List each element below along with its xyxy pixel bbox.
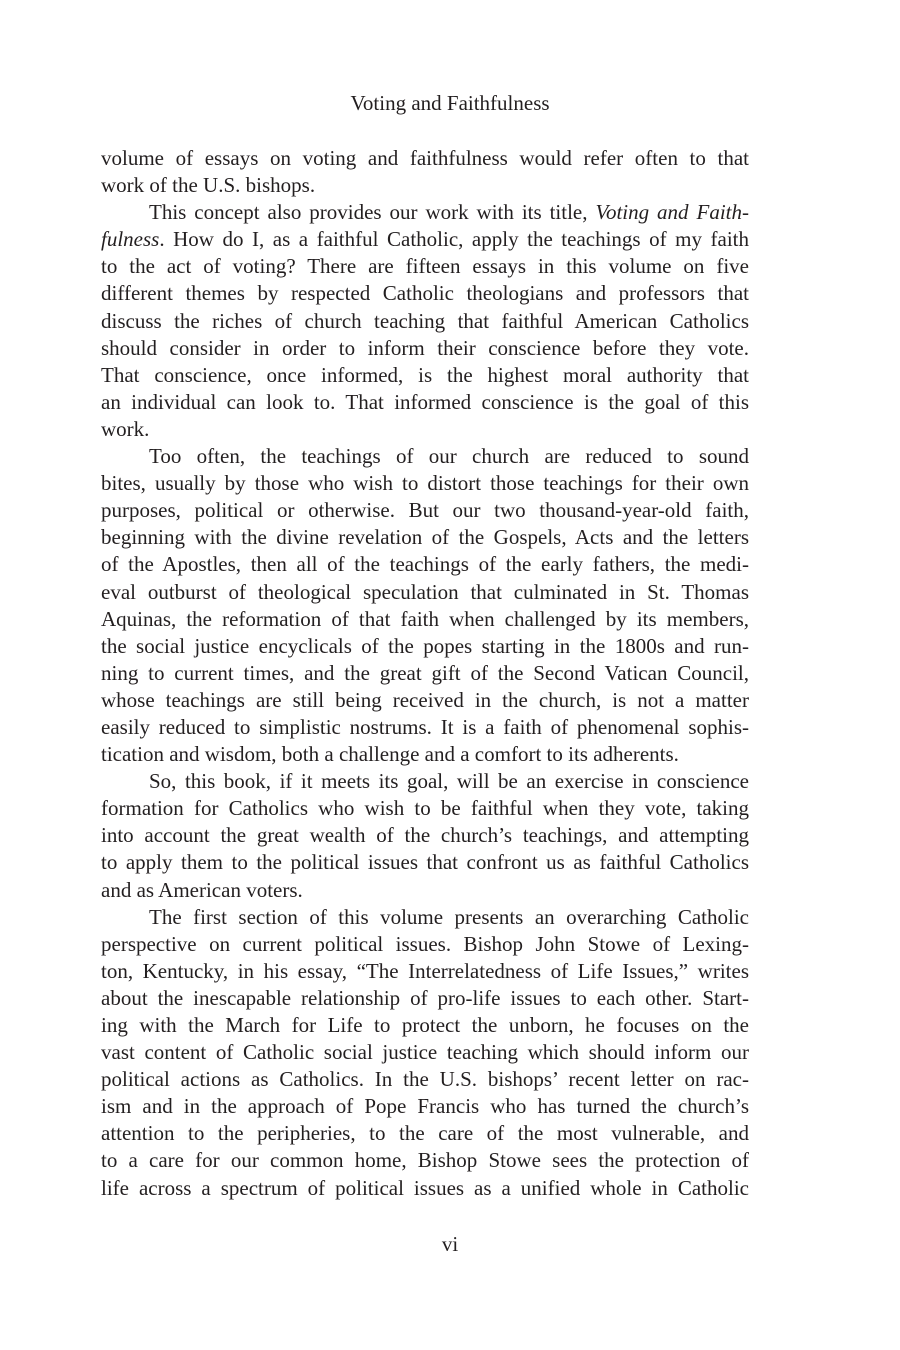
text-line: to the act of voting? There are fifteen essays in this volume on five (101, 254, 749, 279)
text-line: perspective on current political issues. Bishop John Stowe of Lexing- (101, 931, 749, 956)
text-line: discuss the riches of church teaching that faithful American Catholics (101, 308, 749, 333)
text-line: work of the U.S. bishops. (101, 173, 316, 198)
text-line: an individual can look to. That informed conscience is the goal of this (101, 389, 749, 414)
text-line: tication and wisdom, both a challenge and a comfort to its adherents. (101, 742, 679, 767)
page-number: vi (441, 1232, 459, 1256)
text-line: That conscience, once informed, is the highest moral authority that (101, 362, 749, 387)
text-line: to a care for our common home, Bishop Stowe sees the protection of (101, 1148, 749, 1173)
text-line: easily reduced to simplistic nostrums. It is a faith of phenomenal sophis- (101, 714, 749, 739)
text-line: Aquinas, the reformation of that faith when challenged by its members, (101, 606, 749, 631)
text-line: work. (101, 416, 150, 441)
text-line: So, this book, if it meets its goal, will be an exercise in conscience (149, 769, 749, 794)
text-line: should consider in order to inform their conscience before they vote. (101, 335, 749, 360)
text-line: bites, usually by those who wish to distort those teachings for their own (101, 471, 749, 496)
text-line: whose teachings are still being received in the church, is not a matter (101, 687, 749, 712)
text-line: This concept also provides our work with its title, Voting and Faith- (149, 200, 749, 225)
text-line: ing with the March for Life to protect the unborn, he focuses on the (101, 1013, 749, 1037)
text-line: attention to the peripheries, to the care of the most vulnerable, and (101, 1121, 749, 1146)
text-line: and as American voters. (101, 877, 303, 902)
text-line: ning to current times, and the great gift of the Second Vatican Council, (101, 660, 749, 685)
paragraph (101, 145, 749, 199)
text-line: fulness. How do I, as a faithful Catholic, apply the teachings of my faith (101, 227, 749, 252)
text-line: ism and in the approach of Pope Francis who has turned the church’s (101, 1094, 749, 1119)
body-text (101, 145, 749, 1202)
text-line: formation for Catholics who wish to be faithful when they vote, taking (101, 796, 749, 821)
text-line: different themes by respected Catholic theologians and professors that (101, 281, 749, 306)
paragraph (101, 443, 749, 768)
running-head: Voting and Faithfulness (350, 91, 550, 115)
paragraph (101, 768, 749, 903)
text-line: political actions as Catholics. In the U.S. bishops’ recent letter on rac- (101, 1067, 749, 1092)
paragraph (101, 904, 749, 1202)
text-line: Too often, the teachings of our church are reduced to sound (149, 444, 749, 469)
text-line: volume of essays on voting and faithfulness would refer often to that (101, 146, 749, 170)
text-line: life across a spectrum of political issues as a unified whole in Catholic (101, 1175, 749, 1200)
text-line: the social justice encyclicals of the popes starting in the 1800s and run- (101, 633, 749, 658)
text-line: into account the great wealth of the church’s teachings, and attempting (101, 823, 749, 848)
text-line: ton, Kentucky, in his essay, “The Interrelatedness of Life Issues,” writes (101, 958, 749, 983)
text-line: purposes, political or otherwise. But our two thousand-year-old faith, (101, 498, 749, 523)
text-line: eval outburst of theological speculation that culminated in St. Thomas (101, 579, 749, 604)
text-line: vast content of Catholic social justice teaching which should inform our (101, 1040, 749, 1065)
text-line: to apply them to the political issues that confront us as faithful Catholics (101, 850, 749, 875)
text-line: The first section of this volume presents an overarching Catholic (149, 904, 749, 929)
text-line: beginning with the divine revelation of the Gospels, Acts and the letters (101, 525, 749, 550)
paragraph (101, 199, 749, 443)
text-line: of the Apostles, then all of the teachings of the early fathers, the medi- (101, 552, 749, 577)
text-line: about the inescapable relationship of pro-life issues to each other. Start- (101, 985, 749, 1010)
